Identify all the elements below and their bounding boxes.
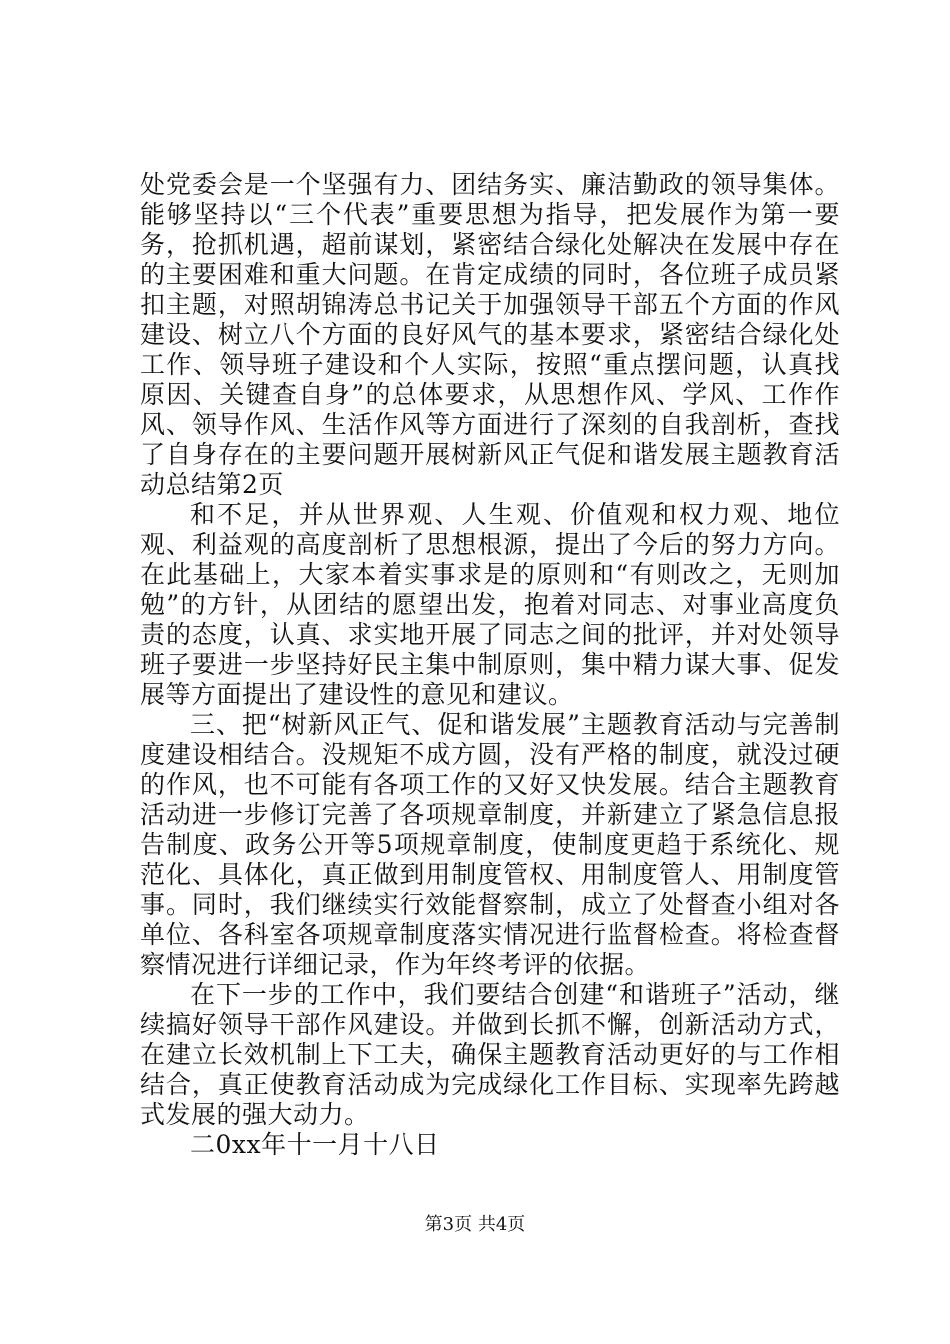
- page-number: 第3页 共4页: [424, 1214, 526, 1235]
- paragraph-next-steps: 在下一步的工作中，我们要结合创建“和谐班子”活动，继续搞好领导干部作风建设。并做到长抓不懈，创新活动方式，在建立长效机制上下工夫，确保主题教育活动更好的与工作相结合，真正使教育活动成为完成绿化工作目标、实现率先跨越式发展的强大动力。: [140, 980, 840, 1129]
- paragraph-continued: 处党委会是一个坚强有力、团结务实、廉洁勤政的领导集体。能够坚持以“三个代表”重要思想为指导，把发展作为第一要务，抢抓机遇，超前谋划，紧密结合绿化处解决在发展中存在的主要困难和重大问题。在肯定成绩的同时，各位班子成员紧扣主题，对照胡锦涛总书记关于加强领导干部五个方面的作风建设、树立八个方面的良好风气的基本要求，紧密结合绿化处工作、领导班子建设和个人实际，按照“重点摆问题，认真找原因、关键查自身”的总体要求，从思想作风、学风、工作作风、领导作风、生活作风等方面进行了深刻的自我剖析，查找了自身存在的主要问题开展树新风正气促和谐发展主题教育活动总结第2页: [140, 170, 840, 499]
- paragraph-section-three: 三、把“树新风正气、促和谐发展”主题教育活动与完善制度建设相结合。没规矩不成方圆，没有严格的制度，就没过硬的作风，也不可能有各项工作的又好又快发展。结合主题教育活动进一步修订完善了各项规章制度，并新建立了紧急信息报告制度、政务公开等5项规章制度，使制度更趋于系统化、规范化、具体化，真正做到用制度管权、用制度管人、用制度管事。同时，我们继续实行效能督察制，成立了处督查小组对各单位、各科室各项规章制度落实情况进行监督检查。将检查督察情况进行详细记录，作为年终考评的依据。: [140, 710, 840, 979]
- document-date: 二0xx年十一月十八日: [190, 1130, 440, 1159]
- page-footer: [0, 1215, 950, 1235]
- paragraph-self-criticism: 和不足，并从世界观、人生观、价值观和权力观、地位观、利益观的高度剖析了思想根源，提出了今后的努力方向。在此基础上，大家本着实事求是的原则和“有则改之，无则加勉”的方针，从团结的愿望出发，抱着对同志、对事业高度负责的态度，认真、求实地开展了同志之间的批评，并对处领导班子要进一步坚持好民主集中制原则，集中精力谋大事、促发展等方面提出了建设性的意见和建议。: [140, 500, 840, 709]
- document-body: [140, 170, 840, 1160]
